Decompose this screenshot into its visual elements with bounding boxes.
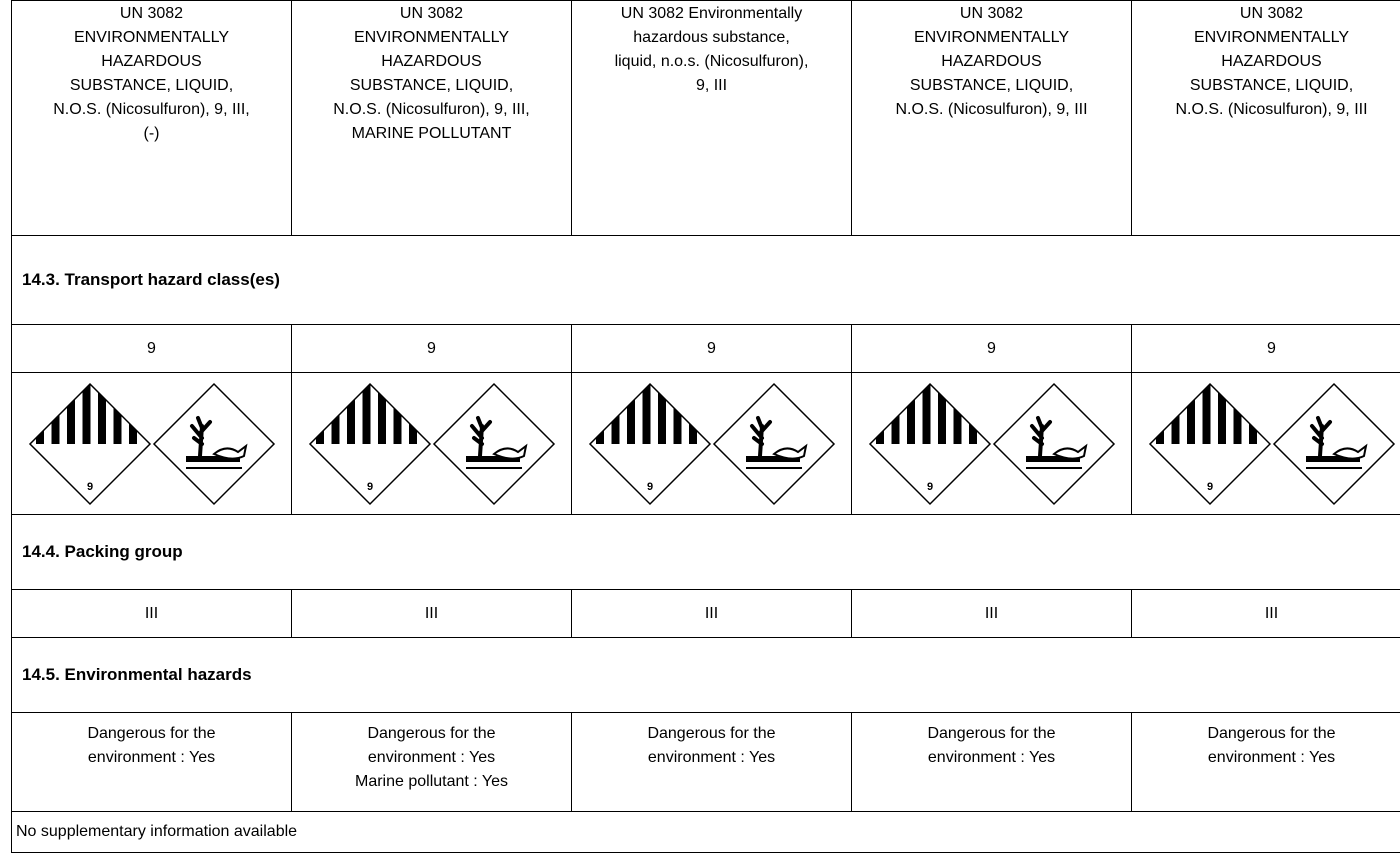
class-9-hazard-icon	[1148, 382, 1272, 506]
environment-hazard-icon	[712, 382, 836, 506]
packing-group-cell: III	[1132, 590, 1400, 638]
class-9-label: 9	[646, 481, 652, 493]
proper-shipping-name-row	[12, 1, 1400, 236]
class-9-hazard-icon	[868, 382, 992, 506]
pictogram-cell	[12, 373, 292, 515]
pictogram-cell	[572, 373, 852, 515]
hazard-class-cell: 9	[852, 325, 1132, 373]
pictogram-cell	[292, 373, 572, 515]
shipping-name-cell: UN 3082 ENVIRONMENTALLY HAZARDOUS SUBSTANCE, LIQUID, N.O.S. (Nicosulfuron), 9, III, (-)	[12, 1, 292, 236]
section-heading-packing-group: 14.4. Packing group	[12, 515, 1400, 590]
class-9-hazard-icon	[308, 382, 432, 506]
environmental-cell: Dangerous for the environment : Yes Marine pollutant : Yes	[292, 713, 572, 812]
pictogram-pair	[572, 382, 851, 506]
pictogram-pair	[852, 382, 1131, 506]
environmental-cell: Dangerous for the environment : Yes	[572, 713, 852, 812]
pictogram-pair	[12, 382, 291, 506]
shipping-name-cell: UN 3082 ENVIRONMENTALLY HAZARDOUS SUBSTANCE, LIQUID, N.O.S. (Nicosulfuron), 9, III, MARINE POLLUTANT	[292, 1, 572, 236]
shipping-name-cell: UN 3082 Environmentally hazardous substance, liquid, n.o.s. (Nicosulfuron), 9, III	[572, 1, 852, 236]
class-9-hazard-icon	[28, 382, 152, 506]
packing-group-cell: III	[292, 590, 572, 638]
environment-hazard-icon	[432, 382, 556, 506]
hazard-class-cell: 9	[572, 325, 852, 373]
section-heading-hazard-class: 14.3. Transport hazard class(es)	[12, 236, 1400, 325]
hazard-class-cell: 9	[292, 325, 572, 373]
class-9-label: 9	[366, 481, 372, 493]
supplementary-info: No supplementary information available	[12, 812, 1400, 853]
supplementary-row	[12, 812, 1400, 853]
section-heading-row	[12, 638, 1400, 713]
class-9-label: 9	[86, 481, 92, 493]
hazard-class-cell: 9	[1132, 325, 1400, 373]
hazard-class-row	[12, 325, 1400, 373]
environment-hazard-icon	[1272, 382, 1396, 506]
shipping-name-cell: UN 3082 ENVIRONMENTALLY HAZARDOUS SUBSTANCE, LIQUID, N.O.S. (Nicosulfuron), 9, III	[1132, 1, 1400, 236]
pictogram-cell	[852, 373, 1132, 515]
environmental-cell: Dangerous for the environment : Yes	[1132, 713, 1400, 812]
shipping-name-cell: UN 3082 ENVIRONMENTALLY HAZARDOUS SUBSTANCE, LIQUID, N.O.S. (Nicosulfuron), 9, III	[852, 1, 1132, 236]
class-9-label: 9	[926, 481, 932, 493]
environment-hazard-icon	[992, 382, 1116, 506]
hazard-class-cell: 9	[12, 325, 292, 373]
class-9-label: 9	[1206, 481, 1212, 493]
packing-group-row	[12, 590, 1400, 638]
section-heading-row	[12, 236, 1400, 325]
environmental-cell: Dangerous for the environment : Yes	[12, 713, 292, 812]
packing-group-cell: III	[852, 590, 1132, 638]
section-heading-environmental: 14.5. Environmental hazards	[12, 638, 1400, 713]
environmental-cell: Dangerous for the environment : Yes	[852, 713, 1132, 812]
environment-hazard-icon	[152, 382, 276, 506]
transport-info-table	[11, 0, 1400, 853]
packing-group-cell: III	[12, 590, 292, 638]
pictogram-row	[12, 373, 1400, 515]
pictogram-pair	[292, 382, 571, 506]
pictogram-cell	[1132, 373, 1400, 515]
pictogram-pair	[1132, 382, 1400, 506]
packing-group-cell: III	[572, 590, 852, 638]
section-heading-row	[12, 515, 1400, 590]
environmental-row	[12, 713, 1400, 812]
class-9-hazard-icon	[588, 382, 712, 506]
